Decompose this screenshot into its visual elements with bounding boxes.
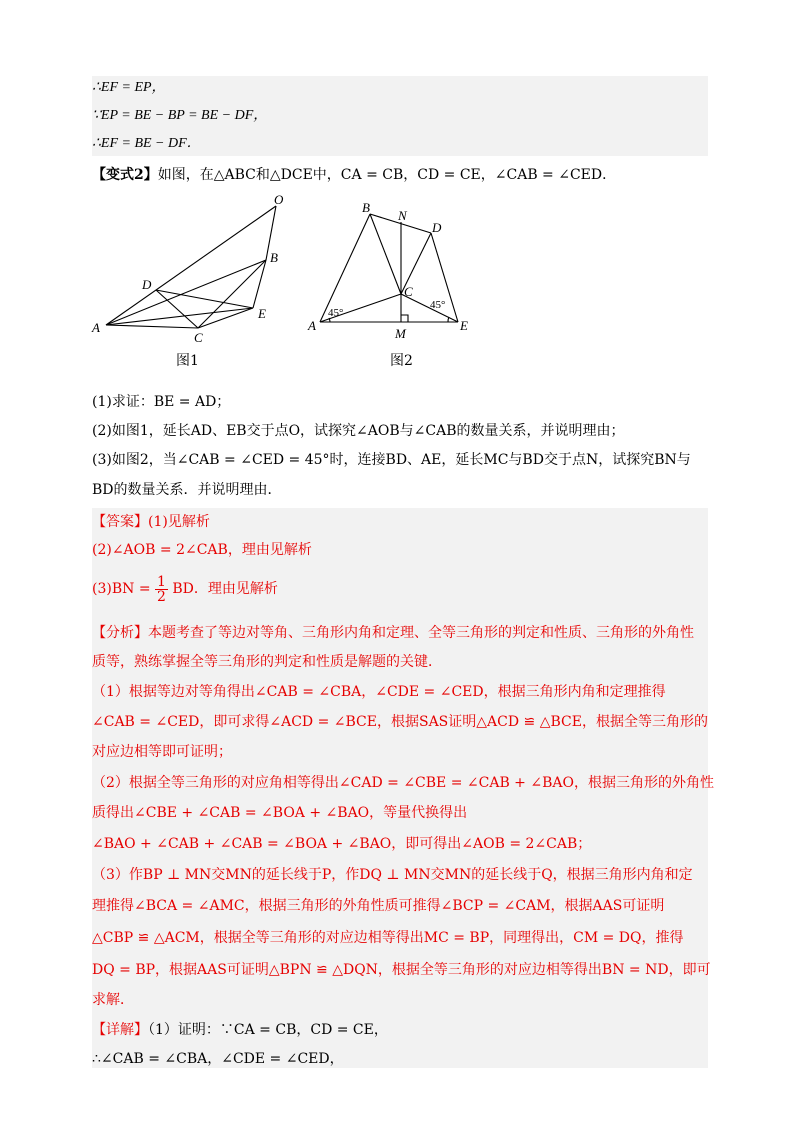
analysis-line-1	[92, 623, 694, 643]
figure-1	[88, 190, 298, 350]
fig1-label-d: D	[142, 277, 152, 292]
fig2-label-a: A	[308, 318, 316, 333]
fig2-label-b: B	[362, 200, 370, 215]
answer-2: (2)∠AOB = 2∠CAB，理由见解析	[92, 542, 312, 558]
analysis-line-5: 对应边相等即可证明；	[92, 744, 232, 760]
analysis-line-10: 理推得∠BCA = ∠AMC，根据三角形的外角性质可推得∠BCP = ∠CAM，根据AAS可证明	[92, 898, 665, 914]
top-line-2: ∵EP = BE − BP = BE − DF，	[92, 108, 268, 123]
answer-line-1	[92, 512, 210, 532]
fig2-angle-left: 45°	[328, 307, 344, 319]
detail-line-2: ∴∠CAB = ∠CBA，∠CDE = ∠CED，	[92, 1051, 344, 1067]
answer-tag: 【答案】	[92, 514, 148, 530]
analysis-text-1: 本题考查了等边对等角、三角形内角和定理、全等三角形的判定和性质、三角形的外角性	[148, 625, 694, 641]
answer-1: (1)见解析	[148, 514, 210, 530]
analysis-line-11: △CBP ≌ △ACM，根据全等三角形的对应边相等得出MC = BP，同理得出，CM = DQ，推得	[92, 930, 684, 946]
answer-3-prefix: (3)BN =	[92, 581, 151, 597]
fraction-denominator: 2	[157, 588, 166, 605]
figure-2	[300, 196, 480, 346]
variant-text: 如图，在△ABC和△DCE中，CA = CB，CD = CE，∠CAB = ∠CED．	[157, 167, 617, 183]
fig2-label-n: N	[398, 208, 407, 223]
analysis-line-6: （2）根据全等三角形的对应角相等得出∠CAD = ∠CBE = ∠CAB + ∠BAO，根据三角形的外角性	[92, 775, 714, 791]
analysis-tag: 【分析】	[92, 625, 148, 641]
variant-tag: 【变式2】	[92, 167, 158, 183]
analysis-line-3: （1）根据等边对等角得出∠CAB = ∠CBA，∠CDE = ∠CED，根据三角形内角和定理推得	[92, 684, 666, 700]
detail-text-1: （1）证明：∵CA = CB，CD = CE，	[148, 1022, 388, 1038]
analysis-line-2: 质等，熟练掌握全等三角形的判定和性质是解题的关键．	[92, 654, 442, 670]
answer-3-suffix: BD．理由见解析	[172, 581, 278, 597]
figure-2-caption: 图2	[390, 353, 413, 369]
analysis-line-4: ∠CAB = ∠CED，即可求得∠ACD = ∠BCE，根据SAS证明△ACD ≌ △BCE，根据全等三角形的	[92, 714, 708, 730]
analysis-line-8: ∠BAO + ∠CAB + ∠CAB = ∠BOA + ∠BAO，即可得出∠AOB = 2∠CAB；	[92, 836, 592, 852]
answer-3	[92, 572, 278, 606]
answer-3-fraction	[155, 575, 168, 604]
analysis-line-7: 质得出∠CBE + ∠CAB = ∠BOA + ∠BAO，等量代换得出	[92, 805, 468, 821]
analysis-line-9: （3）作BP ⊥ MN交MN的延长线于P，作DQ ⊥ MN交MN的延长线于Q，根据三角形内角和定	[92, 867, 693, 883]
question-3-line-2: BD的数量关系．并说明理由．	[92, 482, 282, 498]
analysis-line-12: DQ = BP，根据AAS可证明△BPN ≌ △DQN，根据全等三角形的对应边相等得出BN = ND，即可	[92, 962, 711, 978]
fig1-label-e: E	[258, 306, 266, 321]
top-line-3: ∴EF = BE − DF．	[92, 136, 201, 151]
analysis-line-13: 求解．	[92, 992, 134, 1008]
variant-statement	[92, 165, 616, 185]
fig2-angle-right: 45°	[430, 299, 446, 311]
fraction-numerator: 1	[157, 573, 166, 590]
detail-line-1	[92, 1020, 388, 1040]
question-1: (1)求证：BE = AD；	[92, 394, 231, 410]
top-line-1: ∴EF = EP，	[92, 80, 166, 95]
fig2-label-e: E	[460, 318, 468, 333]
question-3-line-1: (3)如图2，当∠CAB = ∠CED = 45°时，连接BD、AE，延长MC与BD交于点N，试探究BN与	[92, 452, 691, 468]
fig2-label-m: M	[395, 326, 406, 341]
fig1-label-b: B	[270, 250, 278, 265]
figure-1-caption: 图1	[176, 353, 199, 369]
fig2-label-d: D	[432, 220, 442, 235]
fig1-label-o: O	[274, 192, 284, 207]
fig2-label-c: C	[404, 284, 413, 299]
question-2: (2)如图1，延长AD、EB交于点O，试探究∠AOB与∠CAB的数量关系，并说明理由；	[92, 423, 625, 439]
detail-tag: 【详解】	[92, 1022, 148, 1038]
fig1-label-c: C	[194, 330, 203, 345]
fig1-label-a: A	[92, 320, 100, 335]
